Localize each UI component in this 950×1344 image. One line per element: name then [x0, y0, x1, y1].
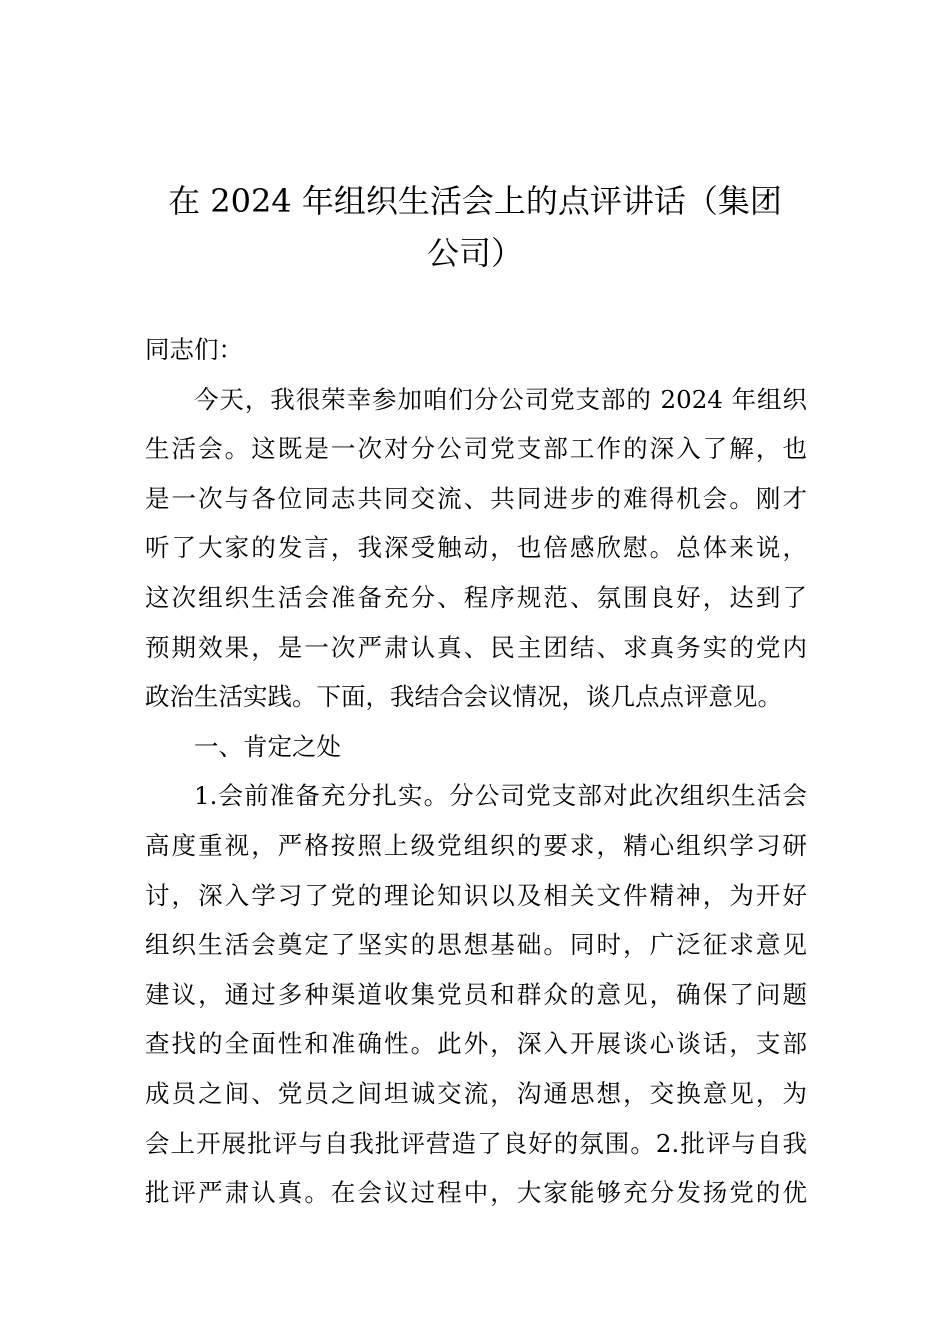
- body-line: 会上开展批评与自我批评营造了良好的氛围。2.批评与自我: [145, 1128, 807, 1158]
- body-line: 讨，深入学习了党的理论知识以及相关文件精神，为开好: [145, 880, 807, 910]
- body-line: 今天，我很荣幸参加咱们分公司党支部的 2024 年组织: [194, 384, 807, 414]
- body-line: 建议，通过多种渠道收集党员和群众的意见，确保了问题: [145, 979, 807, 1009]
- body-line: 成员之间、党员之间坦诚交流，沟通思想，交换意见，为: [145, 1078, 807, 1108]
- body-line: 组织生活会奠定了坚实的思想基础。同时，广泛征求意见: [145, 930, 807, 960]
- body-line: 听了大家的发言，我深受触动，也倍感欣慰。总体来说，: [145, 533, 807, 563]
- document-body: [145, 325, 807, 1218]
- title-line-2: 公司）: [426, 234, 523, 272]
- body-line: 一、肯定之处: [194, 731, 341, 761]
- document-title: [145, 175, 805, 279]
- body-line: 1.会前准备充分扎实。分公司党支部对此次组织生活会: [194, 781, 807, 811]
- body-line: 是一次与各位同志共同交流、共同进步的难得机会。刚才: [145, 483, 807, 513]
- greeting: 同志们：: [145, 335, 243, 364]
- body-line: 高度重视，严格按照上级党组织的要求，精心组织学习研: [145, 830, 807, 860]
- body-line: 生活会。这既是一次对分公司党支部工作的深入了解，也: [145, 434, 807, 464]
- title-line-1: 在 2024 年组织生活会上的点评讲话（集团: [168, 182, 782, 220]
- body-line: 查找的全面性和准确性。此外，深入开展谈心谈话，支部: [145, 1029, 807, 1059]
- body-line: 批评严肃认真。在会议过程中，大家能够充分发扬党的优: [145, 1178, 807, 1208]
- body-line: 政治生活实践。下面，我结合会议情况，谈几点点评意见。: [145, 682, 782, 712]
- body-line: 这次组织生活会准备充分、程序规范、氛围良好，达到了: [145, 582, 807, 612]
- body-line: 预期效果，是一次严肃认真、民主团结、求真务实的党内: [145, 632, 807, 662]
